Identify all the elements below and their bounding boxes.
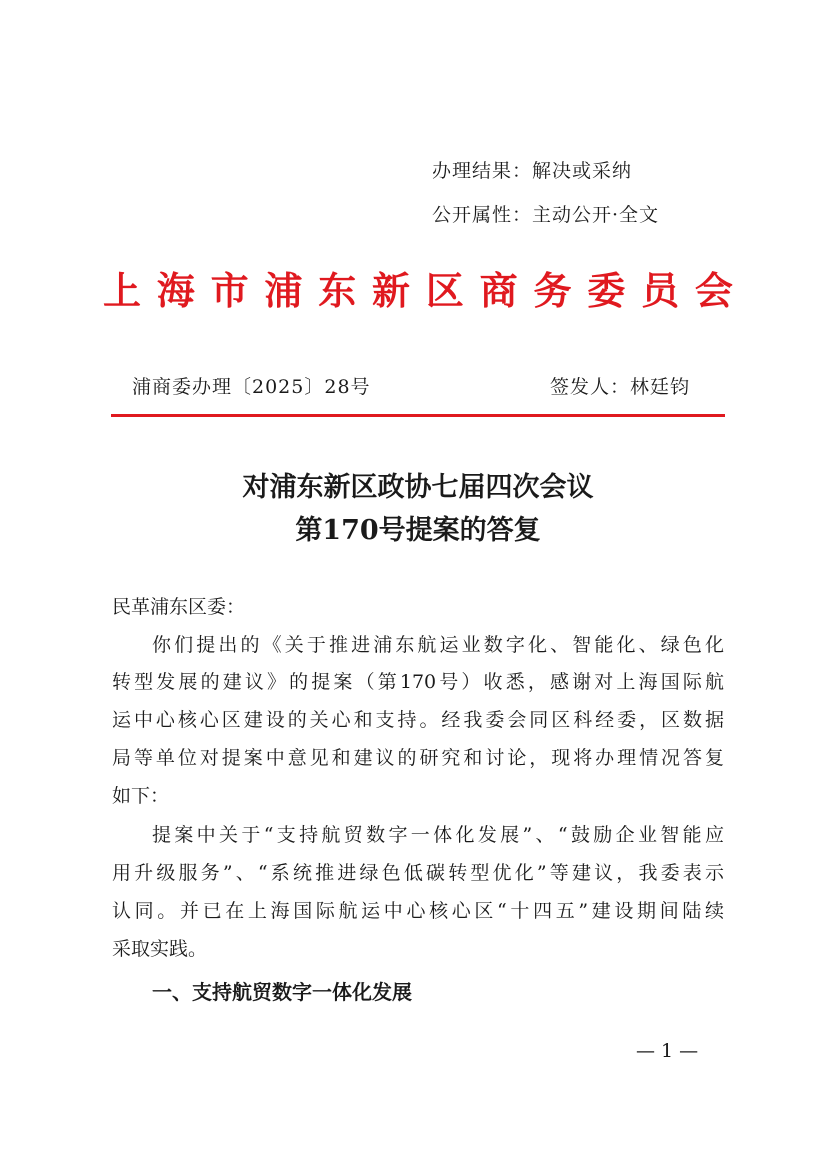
body-line: 局等单位对提案中意见和建议的研究和讨论，现将办理情况答复 xyxy=(112,747,724,769)
org-title-char: 商 xyxy=(479,267,518,313)
handling-result: 办理结果：解决或采纳 xyxy=(432,160,633,182)
body-line: 如下： xyxy=(112,785,170,807)
body-line: 采取实践。 xyxy=(112,938,208,960)
org-title-char: 区 xyxy=(425,267,464,313)
org-title-char: 上 xyxy=(102,267,141,313)
salutation: 民革浦东区委： xyxy=(112,596,246,618)
org-title-char: 务 xyxy=(533,267,572,313)
document-title-line-2: 第170号提案的答复 xyxy=(295,515,541,546)
document-number: 浦商委办理〔2025〕28号 xyxy=(132,376,371,398)
org-title-char: 市 xyxy=(210,267,249,313)
body-line: 你们提出的《关于推进浦东航运业数字化、智能化、绿色化 xyxy=(152,634,724,656)
org-title-char: 会 xyxy=(694,267,733,313)
org-title-char: 新 xyxy=(372,267,411,313)
page-number: — 1 — xyxy=(636,1040,699,1062)
org-title-char: 东 xyxy=(318,267,357,313)
signer: 签发人：林廷钧 xyxy=(550,376,691,398)
red-divider-line xyxy=(111,414,725,417)
org-title-char: 浦 xyxy=(264,267,303,313)
body-line: 转型发展的建议》的提案（第170号）收悉，感谢对上海国际航 xyxy=(112,671,724,693)
section-heading: 一、支持航贸数字一体化发展 xyxy=(152,980,412,1004)
body-line: 提案中关于“支持航贸数字一体化发展”、“鼓励企业智能应 xyxy=(152,824,724,846)
document-title-line-1: 对浦东新区政协七届四次会议 xyxy=(242,472,594,503)
org-title-char: 员 xyxy=(641,267,680,313)
disclosure-attribute: 公开属性：主动公开·全文 xyxy=(432,204,660,226)
issuing-organization-title xyxy=(100,262,736,312)
body-line: 运中心核心区建设的关心和支持。经我委会同区科经委，区数据 xyxy=(112,709,724,731)
org-title-char: 海 xyxy=(156,267,195,313)
body-line: 认同。并已在上海国际航运中心核心区“十四五”建设期间陆续 xyxy=(112,900,724,922)
body-line: 用升级服务”、“系统推进绿色低碳转型优化”等建议，我委表示 xyxy=(112,862,724,884)
org-title-char: 委 xyxy=(587,267,626,313)
